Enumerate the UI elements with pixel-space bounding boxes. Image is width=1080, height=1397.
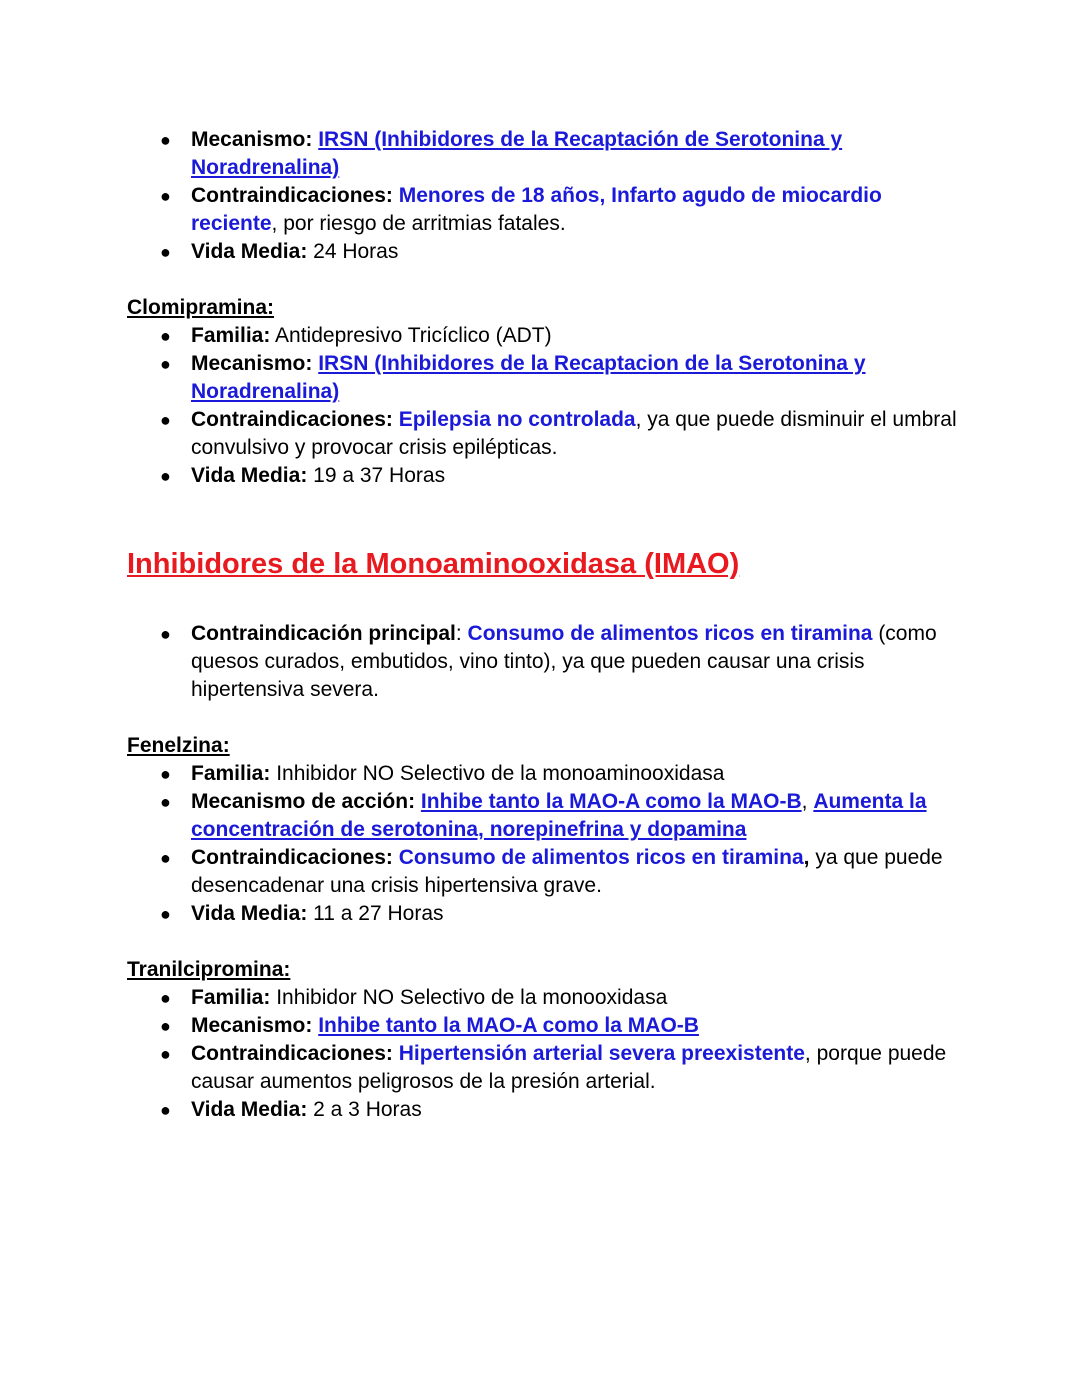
contraindicaciones-highlight: Epilepsia no controlada [398, 408, 636, 431]
contraindicaciones-highlight: Hipertensión arterial severa preexistente [398, 1042, 805, 1065]
familia-label: Familia: [191, 986, 271, 1009]
vida-media-text: 11 a 27 Horas [307, 902, 444, 925]
bullet-icon: ● [160, 1100, 171, 1120]
fenelzina-section [127, 732, 967, 928]
bullet-icon: ● [160, 186, 171, 206]
vida-media-label: Vida Media: [191, 902, 308, 925]
clomipramina-section [127, 294, 967, 490]
bullet-icon: ● [160, 624, 171, 644]
list-item-mecanismo [127, 350, 967, 406]
vida-media-label: Vida Media: [191, 1098, 308, 1121]
list-item-vida-media [127, 1096, 967, 1124]
contraindicaciones-comma: , [803, 846, 810, 869]
clomipramina-list [127, 322, 967, 490]
contraindicaciones-label: Contraindicaciones: [191, 184, 393, 207]
mecanismo-link[interactable]: Inhibe tanto la MAO-A como la MAO-B [318, 1014, 699, 1037]
contraindicaciones-text: , porque puede causar aumentos peligrosos de la presión arterial. [191, 1042, 947, 1093]
list-item-mecanismo [127, 1012, 967, 1040]
bullet-icon: ● [160, 354, 171, 374]
imao-section [127, 620, 967, 704]
list-item-contraindicaciones [127, 1040, 967, 1096]
familia-label: Familia: [191, 762, 271, 785]
list-item-contraindicaciones [127, 844, 967, 900]
previous-drug-section [127, 126, 967, 266]
bullet-icon: ● [160, 326, 171, 346]
mecanismo-label: Mecanismo de acción: [191, 790, 416, 813]
bullet-icon: ● [160, 792, 171, 812]
contraindicaciones-text: , ya que puede disminuir el umbral convulsivo y provocar crisis epilépticas. [191, 408, 957, 459]
list-item-vida-media [127, 462, 967, 490]
mecanismo-label: Mecanismo: [191, 1014, 313, 1037]
bullet-icon: ● [160, 764, 171, 784]
vida-media-text: 2 a 3 Horas [307, 1098, 422, 1121]
list-item-contraindicaciones [127, 182, 967, 238]
list-item-vida-media [127, 900, 967, 928]
contraindicacion-principal-text: (como quesos curados, embutidos, vino tinto), ya que pueden causar una crisis hipertensiva severa. [191, 622, 937, 701]
tranilcipromina-list [127, 984, 967, 1124]
contraindicaciones-label: Contraindicaciones: [191, 408, 393, 431]
contraindicaciones-highlight: Consumo de alimentos ricos en tiramina [398, 846, 804, 869]
contraindicaciones-label: Contraindicaciones: [191, 846, 393, 869]
tranilcipromina-title: Tranilcipromina: [127, 958, 291, 981]
list-item-familia [127, 760, 967, 788]
mecanismo-link[interactable]: IRSN (Inhibidores de la Recaptación de Serotonina y Noradrenalina) [191, 128, 843, 179]
familia-text: Inhibidor NO Selectivo de la monooxidasa [270, 986, 668, 1009]
contraindicacion-principal-colon: : [455, 622, 468, 645]
familia-text: Antidepresivo Tricíclico (ADT) [270, 324, 552, 347]
vida-media-label: Vida Media: [191, 464, 308, 487]
list-item-mecanismo [127, 126, 967, 182]
bullet-icon: ● [160, 242, 171, 262]
bullet-icon: ● [160, 1044, 171, 1064]
mecanismo-link-mao[interactable]: Inhibe tanto la MAO-A como la MAO-B [420, 790, 802, 813]
fenelzina-list [127, 760, 967, 928]
vida-media-label: Vida Media: [191, 240, 308, 263]
bullet-icon: ● [160, 410, 171, 430]
bullet-icon: ● [160, 1016, 171, 1036]
mecanismo-link[interactable]: IRSN (Inhibidores de la Recaptacion de la Serotonina y Noradrenalina) [191, 352, 866, 403]
bullet-icon: ● [160, 466, 171, 486]
contraindicacion-principal-label: Contraindicación principal [191, 622, 456, 645]
bullet-icon: ● [160, 904, 171, 924]
contraindicaciones-highlight: Menores de 18 años, Infarto agudo de miocardio reciente [191, 184, 882, 235]
tranilcipromina-section [127, 956, 967, 1124]
mecanismo-label: Mecanismo: [191, 352, 313, 375]
contraindicaciones-text: , por riesgo de arritmias fatales. [271, 212, 566, 235]
vida-media-text: 24 Horas [307, 240, 399, 263]
vida-media-text: 19 a 37 Horas [307, 464, 446, 487]
contraindicaciones-text: ya que puede desencadenar una crisis hipertensiva grave. [191, 846, 943, 897]
contraindicacion-principal-highlight: Consumo de alimentos ricos en tiramina [467, 622, 873, 645]
previous-drug-list [127, 126, 967, 266]
bullet-icon: ● [160, 848, 171, 868]
imao-heading: Inhibidores de la Monoaminooxidasa (IMAO) [127, 548, 740, 580]
bullet-icon: ● [160, 130, 171, 150]
imao-list [127, 620, 967, 704]
list-item-familia [127, 322, 967, 350]
bullet-icon: ● [160, 988, 171, 1008]
mecanismo-separator: , [801, 790, 814, 813]
list-item-mecanismo [127, 788, 967, 844]
list-item-vida-media [127, 238, 967, 266]
list-item-familia [127, 984, 967, 1012]
familia-text: Inhibidor NO Selectivo de la monoaminooxidasa [270, 762, 725, 785]
mecanismo-label: Mecanismo: [191, 128, 313, 151]
list-item-contraindicaciones [127, 406, 967, 462]
familia-label: Familia: [191, 324, 271, 347]
contraindicaciones-label: Contraindicaciones: [191, 1042, 393, 1065]
mecanismo-link-concentracion[interactable]: Aumenta la concentración de serotonina, norepinefrina y dopamina [191, 790, 927, 841]
clomipramina-title: Clomipramina: [127, 296, 275, 319]
fenelzina-title: Fenelzina: [127, 734, 230, 757]
list-item-contraindicacion-principal [127, 620, 967, 704]
